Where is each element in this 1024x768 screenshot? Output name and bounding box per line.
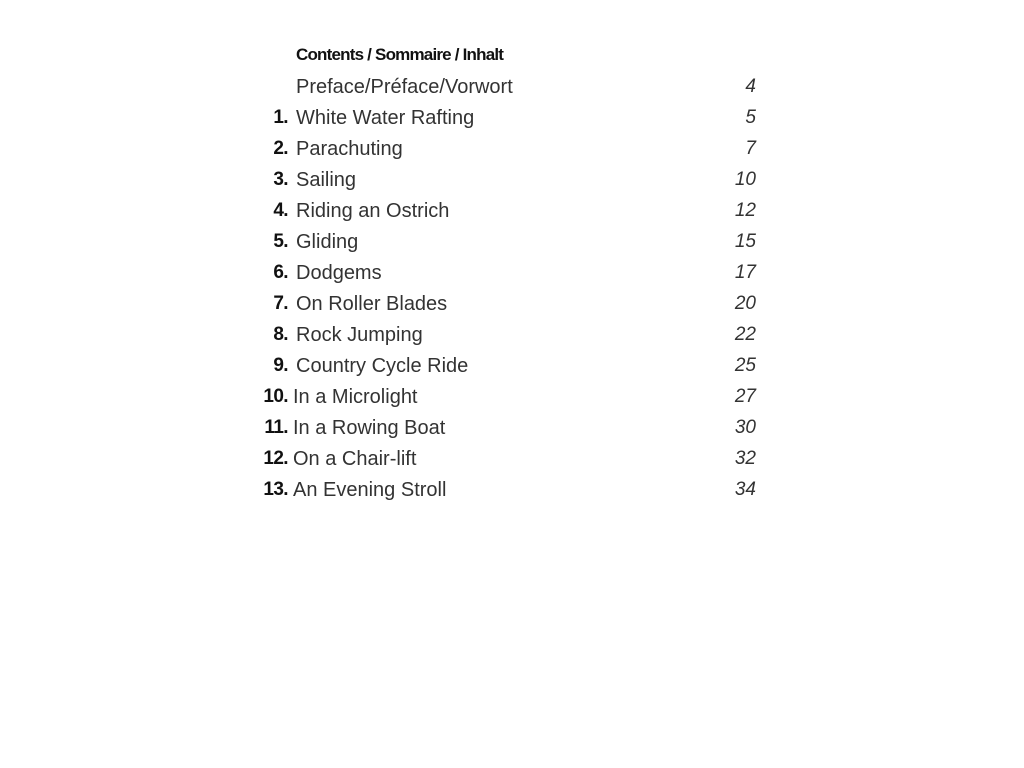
toc-entry-number: 7. xyxy=(273,293,288,314)
toc-row xyxy=(0,386,1024,417)
toc-entry-title: Riding an Ostrich xyxy=(296,200,450,222)
toc-entry-title: Gliding xyxy=(296,231,359,253)
toc-entry-number: 1. xyxy=(273,107,288,128)
toc-row xyxy=(0,324,1024,355)
toc-row xyxy=(0,169,1024,200)
toc-entry-title: Dodgems xyxy=(296,262,382,284)
toc-entry-page: 34 xyxy=(734,479,756,500)
toc-preface-title: Preface/Préface/Vorwort xyxy=(296,76,513,98)
toc-row xyxy=(0,200,1024,231)
toc-entry-title: Country Cycle Ride xyxy=(296,355,469,377)
toc-entry-page: 15 xyxy=(734,231,756,252)
toc-row xyxy=(0,417,1024,448)
toc-entry-page: 22 xyxy=(734,324,756,345)
toc-entry-number: 6. xyxy=(273,262,288,283)
toc-entry-page: 32 xyxy=(734,448,756,469)
toc-row xyxy=(0,262,1024,293)
toc-entry-number: 3. xyxy=(273,169,288,190)
toc-entry-page: 20 xyxy=(734,293,756,314)
toc-entry-number: 8. xyxy=(273,324,288,345)
toc-row xyxy=(0,355,1024,386)
toc-row xyxy=(0,107,1024,138)
toc-row xyxy=(0,138,1024,169)
toc-heading: Contents / Sommaire / Inhalt xyxy=(296,45,504,64)
toc-entry-number: 2. xyxy=(273,138,288,159)
toc-entry-number: 10. xyxy=(263,386,288,407)
toc-row xyxy=(0,231,1024,262)
toc-entry-title: On Roller Blades xyxy=(296,293,448,315)
toc-entry-number: 9. xyxy=(273,355,288,376)
toc-row xyxy=(0,479,1024,510)
toc-entry-title: An Evening Stroll xyxy=(293,479,447,501)
toc-entry-page: 10 xyxy=(734,169,756,190)
toc-row-preface xyxy=(0,76,1024,107)
toc-row xyxy=(0,448,1024,479)
toc-entry-title: Rock Jumping xyxy=(296,324,423,346)
toc-entry-title: White Water Rafting xyxy=(296,107,475,129)
toc-entry-number: 11. xyxy=(264,417,288,438)
toc-entry-page: 30 xyxy=(734,417,756,438)
toc-row xyxy=(0,293,1024,324)
toc-entry-number: 13. xyxy=(263,479,288,500)
toc-entry-page: 12 xyxy=(734,200,756,221)
toc-entry-page: 25 xyxy=(734,355,756,376)
toc-entry-number: 12. xyxy=(263,448,288,469)
toc-entry-page: 5 xyxy=(745,107,756,128)
toc-entry-title: Sailing xyxy=(296,169,357,191)
toc-entry-number: 4. xyxy=(273,200,288,221)
toc-entry-page: 27 xyxy=(734,386,756,407)
toc-entry-number: 5. xyxy=(273,231,288,252)
toc-entry-title: In a Microlight xyxy=(293,386,418,408)
toc-entry-title: Parachuting xyxy=(296,138,403,160)
toc-entry-title: On a Chair-lift xyxy=(293,448,417,470)
toc-entry-page: 7 xyxy=(745,138,756,159)
toc-preface-page: 4 xyxy=(745,76,756,97)
toc-entry-title: In a Rowing Boat xyxy=(293,417,446,439)
toc-entry-page: 17 xyxy=(734,262,756,283)
